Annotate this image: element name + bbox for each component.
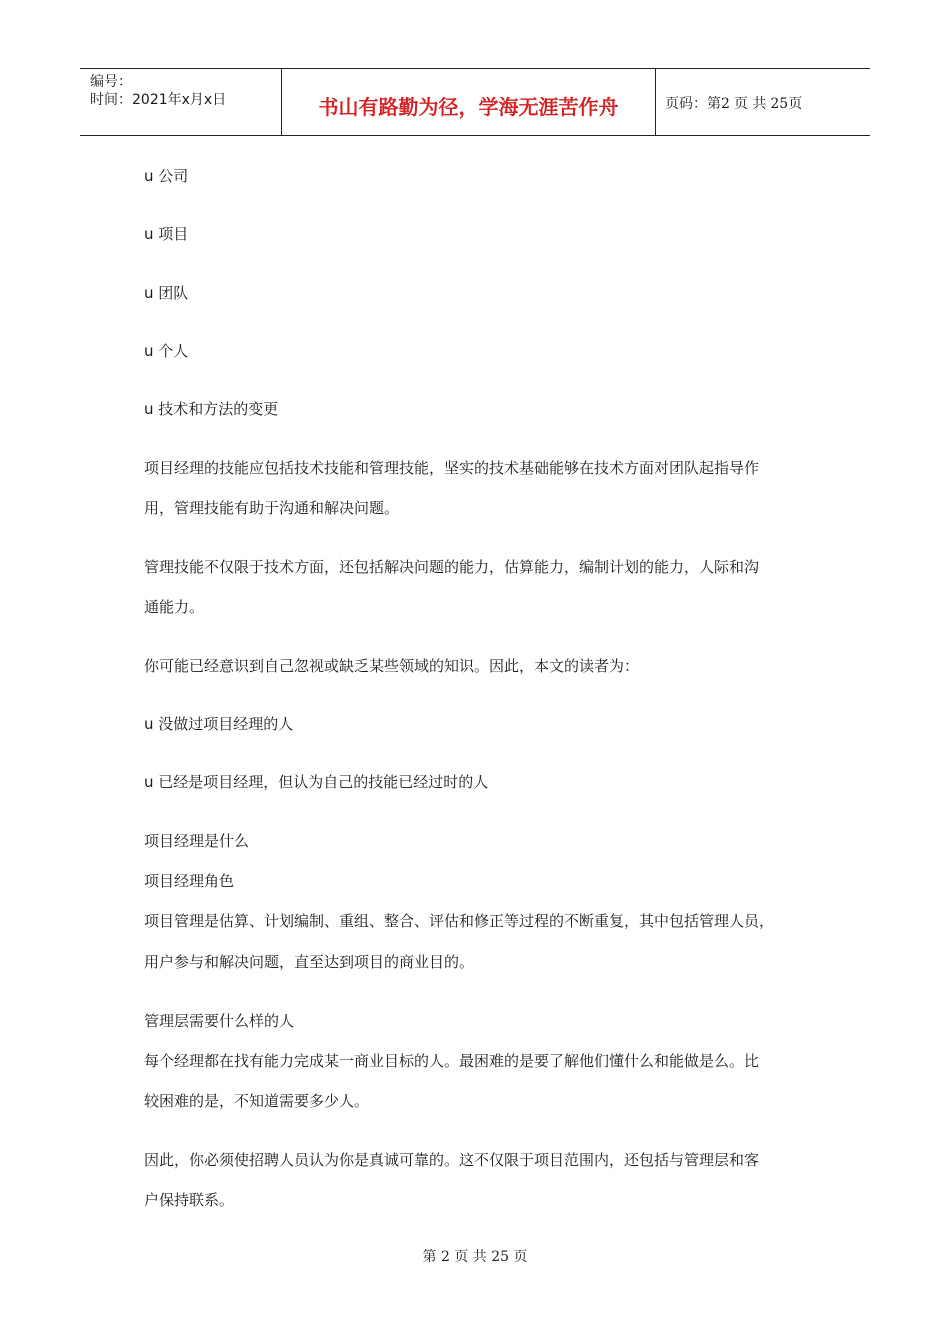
paragraph-line: 用户参与和解决问题，直至达到项目的商业目的。	[144, 953, 475, 971]
paragraph-line: 通能力。	[144, 598, 205, 616]
paragraph-line: 项目经理的技能应包括技术技能和管理技能，坚实的技术基础能够在技术方面对团队起指导作	[144, 459, 760, 477]
bullet-item: u 个人	[144, 342, 189, 360]
section-heading: 管理层需要什么样的人	[144, 1012, 295, 1030]
page-end: 页	[788, 96, 803, 112]
paragraph-line: 用，管理技能有助于沟通和解决问题。	[144, 499, 400, 517]
bullet-item: u 公司	[144, 167, 189, 185]
code-label: 编号：	[90, 74, 132, 90]
bullet-item: u 技术和方法的变更	[144, 400, 279, 418]
paragraph-line: 较困难的是，不知道需要多少人。	[144, 1092, 370, 1110]
paragraph-line: 项目管理是估算、计划编制、重组、整合、评估和修正等过程的不断重复，其中包括管理人员，	[144, 912, 775, 930]
paragraph-line: 每个经理都在找有能力完成某一商业目标的人。最困难的是要了解他们懂什么和能做是么。比	[144, 1052, 760, 1070]
header-divider	[655, 69, 656, 135]
time-label: 时间：2021年x月x日	[90, 92, 227, 108]
section-heading: 项目经理角色	[144, 872, 235, 890]
section-heading: 项目经理是什么	[144, 832, 250, 850]
page-footer: 第 2 页 共 25 页	[422, 1249, 528, 1265]
paragraph-line: 因此，你必须使招聘人员认为你是真诚可靠的。这不仅限于项目范围内，还包括与管理层和客	[144, 1151, 760, 1169]
page-total: 25	[770, 96, 789, 112]
page-mid: 页 共	[733, 96, 767, 112]
page-header	[80, 68, 870, 136]
bullet-item: u 项目	[144, 225, 189, 243]
paragraph-line: 你可能已经意识到自己忽视或缺乏某些领域的知识。因此，本文的读者为：	[144, 657, 640, 675]
header-motto: 书山有路勤为径，学海无涯苦作舟	[318, 95, 619, 119]
bullet-item: u 没做过项目经理的人	[144, 715, 294, 733]
header-meta	[90, 73, 226, 109]
header-page-number	[665, 93, 802, 113]
page-num: 2	[721, 96, 730, 112]
paragraph-line: 管理技能不仅限于技术方面，还包括解决问题的能力，估算能力，编制计划的能力，人际和沟	[144, 558, 760, 576]
bullet-item: u 团队	[144, 284, 189, 302]
bullet-item: u 已经是项目经理，但认为自己的技能已经过时的人	[144, 773, 489, 791]
page-label: 页码：第	[665, 96, 721, 112]
paragraph-line: 户保持联系。	[144, 1191, 235, 1209]
